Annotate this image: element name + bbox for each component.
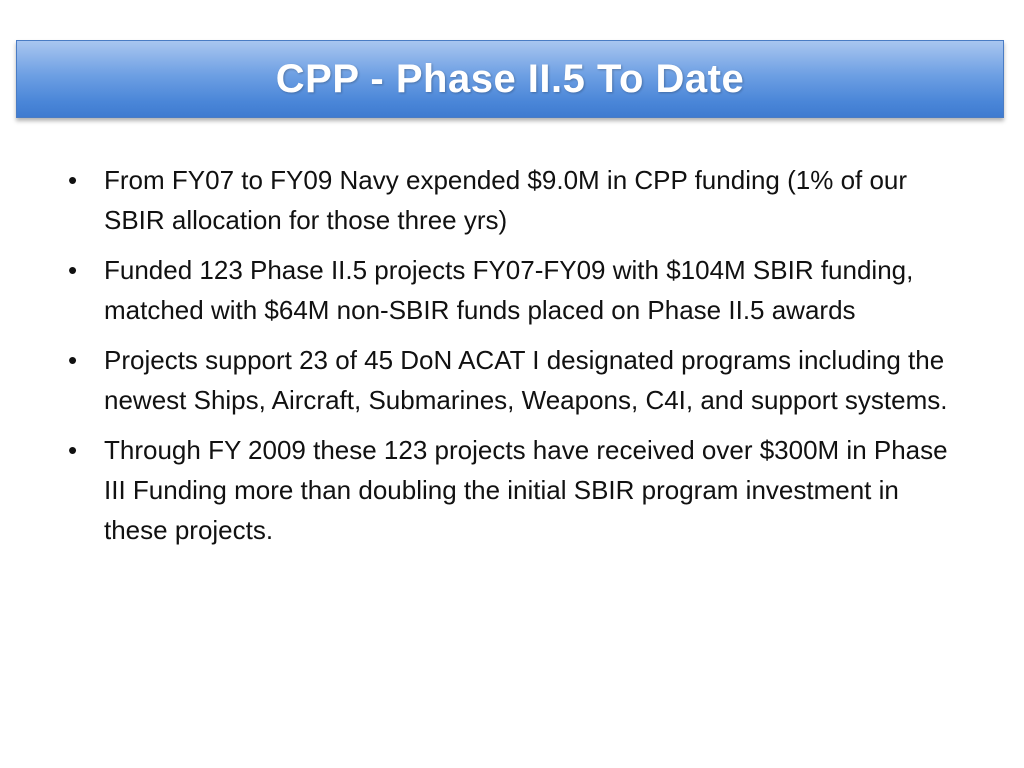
bullet-item <box>64 340 964 420</box>
bullet-icon: • <box>68 345 78 375</box>
bullet-icon: • <box>68 165 78 195</box>
bullet-list <box>64 160 964 560</box>
bullet-text: Projects support 23 of 45 DoN ACAT I designated programs including the newest Ships, Aircraft, Submarines, Weapons, C4I, and support systems. <box>104 345 948 415</box>
slide-title: CPP - Phase II.5 To Date <box>275 56 745 101</box>
bullet-item <box>64 250 964 330</box>
bullet-item <box>64 430 964 550</box>
bullet-icon: • <box>68 435 78 465</box>
bullet-icon: • <box>68 255 78 285</box>
title-bar <box>16 40 1004 118</box>
bullet-text: Through FY 2009 these 123 projects have received over $300M in Phase III Funding more than doubling the initial SBIR program investment in these projects. <box>104 435 948 545</box>
bullet-item <box>64 160 964 240</box>
bullet-text: Funded 123 Phase II.5 projects FY07-FY09 with $104M SBIR funding, matched with $64M non-SBIR funds placed on Phase II.5 awards <box>104 255 914 325</box>
bullet-text: From FY07 to FY09 Navy expended $9.0M in CPP funding (1% of our SBIR allocation for those three yrs) <box>104 165 908 235</box>
